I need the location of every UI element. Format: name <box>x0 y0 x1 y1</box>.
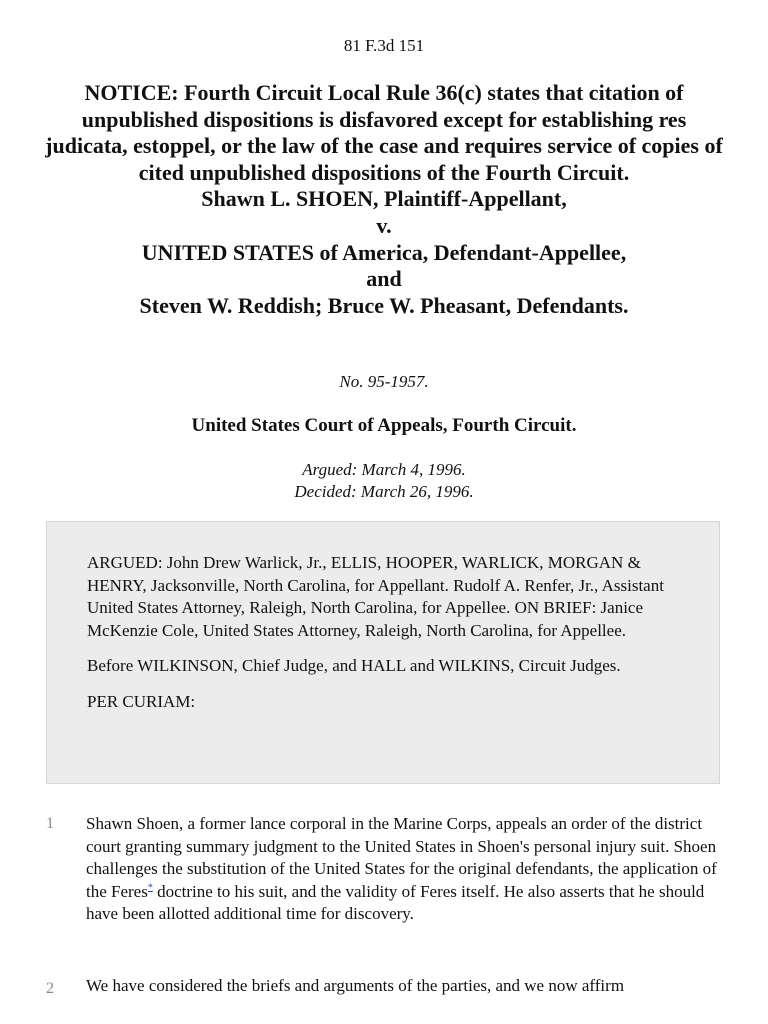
opinion-paragraph: We have considered the briefs and arguments of the parties, and we now affirm <box>86 976 625 995</box>
case-dates <box>0 459 768 503</box>
opinion-paragraph <box>86 813 726 926</box>
footnote-link[interactable]: * <box>147 881 153 893</box>
docket-number: No. 95-1957. <box>339 372 429 391</box>
case-citation: 81 F.3d 151 <box>343 36 425 55</box>
case-heading <box>40 80 728 319</box>
other-defendants-line: Steven W. Reddish; Bruce W. Pheasant, Defendants. <box>139 292 629 318</box>
versus-line: v. <box>376 212 392 238</box>
per-curiam-label: PER CURIAM: <box>87 691 196 711</box>
court-name: United States Court of Appeals, Fourth Circuit. <box>191 415 577 436</box>
paragraph-number: 2 <box>46 980 54 997</box>
defendant-line: UNITED STATES of America, Defendant-Appellee, <box>141 239 627 265</box>
argued-date: Argued: March 4, 1996. <box>302 460 466 479</box>
plaintiff-line: Shawn L. SHOEN, Plaintiff-Appellant, <box>201 186 567 212</box>
notice-text: NOTICE: Fourth Circuit Local Rule 36(c) states that citation of unpublished dispositions is disfavored except for establishing res judicata, estoppel, or the law of the case and requires service of copies of cited unpublished dispositions of the Fourth Circuit. <box>45 80 723 185</box>
paragraph-number: 1 <box>46 815 54 832</box>
panel-judges: Before WILKINSON, Chief Judge, and HALL and WILKINS, Circuit Judges. <box>87 656 621 675</box>
paragraph-text: Shawn Shoen, a former lance corporal in the Marine Corps, appeals an order of the district court granting summary judgment to the United States in Shoen's personal injury suit. Shoen challenges the substitution of the United States for the original defendants, the application of the Feres <box>86 814 717 901</box>
and-line: and <box>366 266 402 292</box>
counsel-argued: ARGUED: John Drew Warlick, Jr., ELLIS, HOOPER, WARLICK, MORGAN & HENRY, Jacksonville, North Carolina, for Appellant. Rudolf A. Renfer, Jr., Assistant United States Attorney, Raleigh, North Carolina, for Appellee. ON BRIEF: Janice McKenzie Cole, United States Attorney, Raleigh, North Carolina, for Appellee. <box>87 553 664 640</box>
decided-date: Decided: March 26, 1996. <box>294 482 474 501</box>
counsel-panel <box>46 521 720 784</box>
paragraph-text-continued: doctrine to his suit, and the validity of Feres itself. He also asserts that he should have been allotted additional time for discovery. <box>86 881 705 923</box>
